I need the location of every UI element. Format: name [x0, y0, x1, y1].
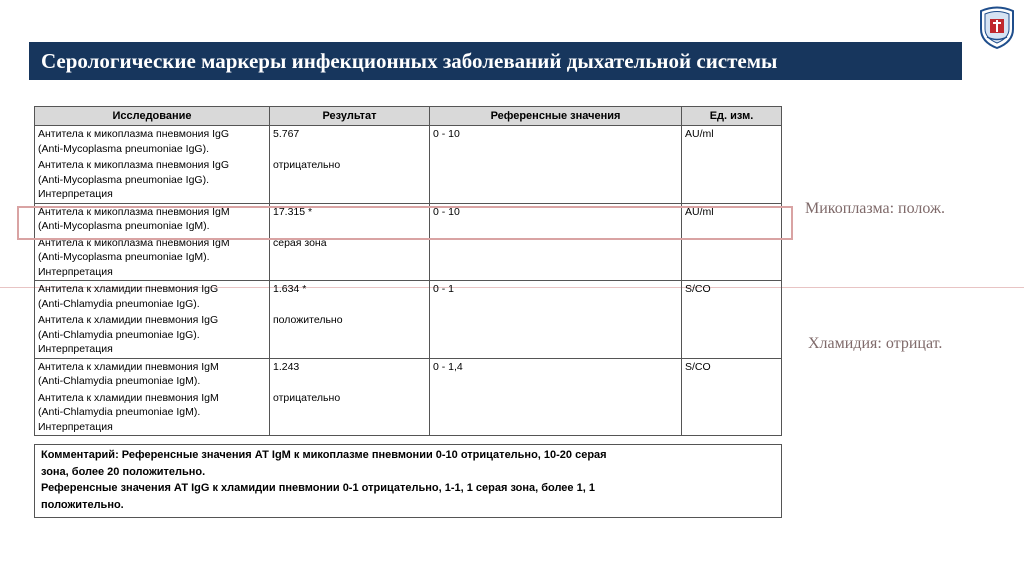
header-test: Исследование: [35, 107, 270, 126]
test-name-cell: Антитела к хламидии пневмония IgM (Anti-Chlamydia pneumoniae IgM).: [35, 358, 270, 390]
university-crest-logo: [977, 5, 1017, 49]
unit-cell: AU/ml: [682, 126, 782, 158]
test-name-cell: Антитела к микоплазма пневмония IgG (Anti-Mycoplasma pneumoniae IgG).: [35, 126, 270, 158]
reference-cell: 0 - 1: [430, 281, 682, 313]
reference-cell: 0 - 1,4: [430, 358, 682, 390]
comment-line: положительно.: [41, 498, 124, 511]
unit-cell: S/CO: [682, 358, 782, 390]
reference-cell: 0 - 10: [430, 126, 682, 158]
header-reference: Референсные значения: [430, 107, 682, 126]
comment-line: Референсные значения АТ IgG к хламидии пневмонии 0-1 отрицательно, 1-1, 1 серая зона, более 1, 1: [41, 482, 595, 494]
highlight-frame: [17, 206, 793, 240]
unit-cell: [682, 312, 782, 358]
reference-cell: 0 - 10: [430, 203, 682, 235]
chlamydia-note: Хламидия: отрицат.: [808, 335, 943, 352]
page-title: Серологические маркеры инфекционных заболеваний дыхательной системы: [29, 42, 962, 80]
unit-cell: AU/ml: [682, 203, 782, 235]
result-cell: серая зона: [270, 235, 430, 281]
test-name-cell: Антитела к микоплазма пневмония IgM (Anti-Mycoplasma pneumoniae IgM). Интерпретация: [35, 235, 270, 281]
mycoplasma-note: Микоплазма: полож.: [805, 200, 946, 217]
result-cell: отрицательно: [270, 390, 430, 436]
table-row: [35, 281, 782, 313]
table-row: [35, 157, 782, 203]
unit-cell: [682, 235, 782, 281]
result-cell: отрицательно: [270, 157, 430, 203]
table-row: [35, 312, 782, 358]
test-name-cell: Антитела к хламидии пневмония IgM (Anti-Chlamydia pneumoniae IgM). Интерпретация: [35, 390, 270, 436]
table-row: [35, 126, 782, 158]
table-row: [35, 390, 782, 436]
reference-cell: [430, 312, 682, 358]
test-name-cell: Антитела к хламидии пневмония IgG (Anti-Chlamydia pneumoniae IgG). Интерпретация: [35, 312, 270, 358]
result-cell: 1.634 *: [270, 281, 430, 313]
table-header-row: [35, 107, 782, 126]
comment-line: Комментарий: Референсные значения АТ IgM к микоплазме пневмонии 0-10 отрицательно, 10-20 серая: [41, 449, 607, 461]
unit-cell: S/CO: [682, 281, 782, 313]
unit-cell: [682, 157, 782, 203]
result-cell: 17.315 *: [270, 203, 430, 235]
test-name-cell: Антитела к микоплазма пневмония IgG (Anti-Mycoplasma pneumoniae IgG). Интерпретация: [35, 157, 270, 203]
test-name-cell: Антитела к хламидии пневмония IgG (Anti-Chlamydia pneumoniae IgG).: [35, 281, 270, 313]
comment-box: [34, 444, 782, 518]
unit-cell: [682, 390, 782, 436]
table-row: [35, 235, 782, 281]
comment-line: зона, более 20 положительно.: [41, 465, 206, 478]
result-cell: положительно: [270, 312, 430, 358]
table-row: [35, 358, 782, 390]
reference-cell: [430, 235, 682, 281]
result-cell: 5.767: [270, 126, 430, 158]
result-cell: 1.243: [270, 358, 430, 390]
header-unit: Ед. изм.: [682, 107, 782, 126]
results-table: [34, 106, 782, 436]
reference-cell: [430, 157, 682, 203]
test-name-cell: Антитела к микоплазма пневмония IgM (Anti-Mycoplasma pneumoniae IgM).: [35, 203, 270, 235]
header-result: Результат: [270, 107, 430, 126]
reference-cell: [430, 390, 682, 436]
